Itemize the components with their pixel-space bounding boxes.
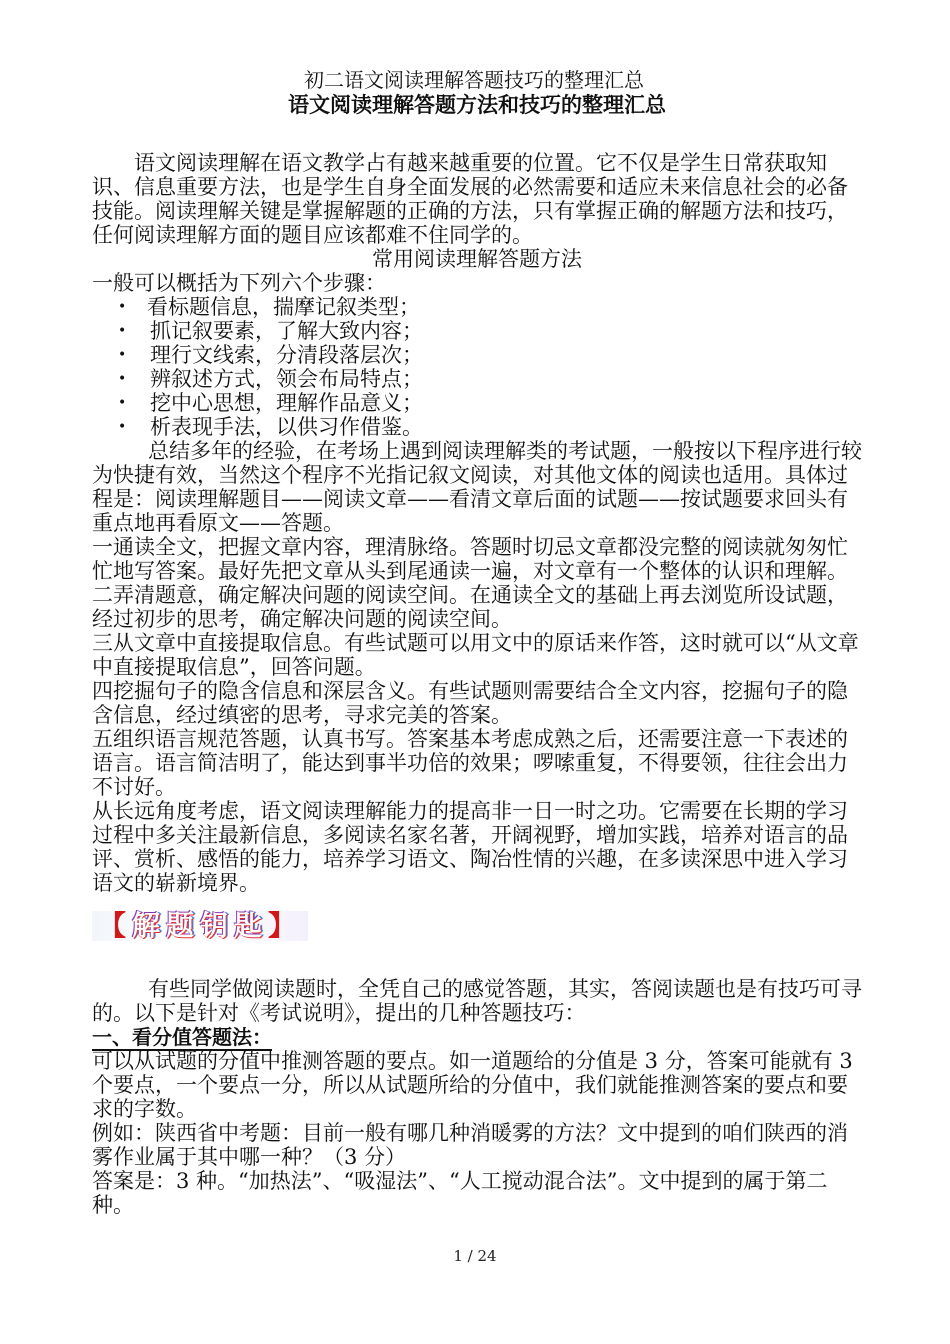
closing-paragraph: 从长远角度考虑，语文阅读理解能力的提高非一日一时之功。它需要在长期的学习过程中多关注最新信息，多阅读名家名著，开阔视野，增加实践，培养对语言的品评、赏析、感悟的能力，培养学习语文、陶冶性情的兴趣，在多读深思中进入学习语文的崭新境界。 [92, 799, 848, 895]
section-heading [92, 1025, 862, 1049]
procedure-step-3: 三从文章中直接提取信息。有些试题可以用文中的原话来作答，这时就可以“从文章中直接提取信息”，回答问题。 [92, 631, 859, 679]
step-text: 抓记叙要素，了解大致内容； [150, 319, 423, 343]
step-text: 看标题信息，揣摩记叙类型； [147, 295, 420, 319]
banner-wordart [92, 911, 308, 941]
section-example: 例如：陕西省中考题：目前一般有哪几种消暖雾的方法？文中提到的咱们陕西的消雾作业属于其中哪一种？（3 分） [92, 1121, 848, 1169]
procedure-step-4: 四挖掘句子的隐含信息和深层含义。有些试题则需要结合全文内容，挖掘句子的隐含信息，经过缜密的思考，寻求完美的答案。 [92, 679, 848, 727]
section-heading-text: 一、看分值答题法： [92, 1025, 272, 1049]
summary-paragraph: 总结多年的经验，在考场上遇到阅读理解类的考试题，一般按以下程序进行较为快捷有效，当然这个程序不光指记叙文阅读，对其他文体的阅读也适用。具体过程是：阅读理解题目——阅读文章——看清文章后面的试题——按试题要求回头有重点地再看原文——答题。 [92, 439, 862, 535]
banner-left-bracket: 【 [98, 909, 133, 942]
document-subtitle: 语文阅读理解答题方法和技巧的整理汇总 [288, 92, 666, 117]
steps-lead: 一般可以概括为下列六个步骤： [92, 271, 386, 295]
page-number: 1 / 24 [453, 1247, 497, 1265]
intro-paragraph: 语文阅读理解在语文教学占有越来越重要的位置。它不仅是学生日常获取知识、信息重要方法，也是学生自身全面发展的必然需要和适应未来信息社会的必备技能。阅读理解关键是掌握解题的正确的方法，只有掌握正确的解题方法和技巧，任何阅读理解方面的题目应该都难不住同学的。 [92, 151, 848, 247]
bullet-icon: • [118, 419, 127, 435]
list-item [92, 343, 862, 367]
bullet-icon: • [118, 395, 127, 411]
spacer [92, 117, 862, 151]
solution-key-banner [92, 911, 492, 941]
list-item [92, 319, 862, 343]
procedure-step-2: 二弄清题意，确定解决问题的阅读空间。在通读全文的基础上再去浏览所设试题，经过初步的思考，确定解决问题的阅读空间。 [92, 583, 848, 631]
procedure-step-1: 一通读全文，把握文章内容，理清脉络。答题时切忌文章都没完整的阅读就匆匆忙忙地写答案。最好先把文章从头到尾通读一遍，对文章有一个整体的认识和理解。 [92, 535, 848, 583]
procedure-step-5: 五组织语言规范答题，认真书写。答案基本考虑成熟之后，还需要注意一下表述的语言。语言简洁明了，能达到事半功倍的效果；啰嗦重复，不得要领，往往会出力不讨好。 [92, 727, 848, 799]
list-item [92, 391, 862, 415]
list-item [92, 295, 862, 319]
bullet-icon: • [118, 299, 127, 315]
banner-right-bracket: 】 [268, 909, 303, 942]
steps-list [92, 295, 862, 439]
section-answer: 答案是：3 种。“加热法”、“吸湿法”、“人工搅动混合法”。文中提到的属于第二种。 [92, 1169, 828, 1217]
bullet-icon: • [118, 323, 127, 339]
bullet-icon: • [118, 371, 127, 387]
step-text: 理行文线索，分清段落层次； [150, 343, 423, 367]
list-item [92, 367, 862, 391]
tips-intro-paragraph: 有些同学做阅读题时，全凭自己的感觉答题，其实，答阅读题也是有技巧可寻的。以下是针对《考试说明》，提出的几种答题技巧： [92, 977, 862, 1025]
document-title: 初二语文阅读理解答题技巧的整理汇总 [304, 68, 644, 92]
spacer [92, 941, 862, 977]
step-text: 辨叙述方式，领会布局特点； [150, 367, 423, 391]
step-text: 挖中心思想，理解作品意义； [150, 391, 423, 415]
section-body: 可以从试题的分值中推测答题的要点。如一道题给的分值是 3 分，答案可能就有 3 个要点，一个要点一分，所以从试题所给的分值中，我们就能推测答案的要点和要求的字数。 [92, 1049, 853, 1121]
methods-heading: 常用阅读理解答题方法 [372, 247, 582, 271]
bullet-icon: • [118, 347, 127, 363]
list-item [92, 415, 862, 439]
banner-label: 解题钥匙 [132, 909, 269, 942]
page-content [92, 68, 862, 1217]
step-text: 析表现手法，以供习作借鉴。 [150, 415, 423, 439]
